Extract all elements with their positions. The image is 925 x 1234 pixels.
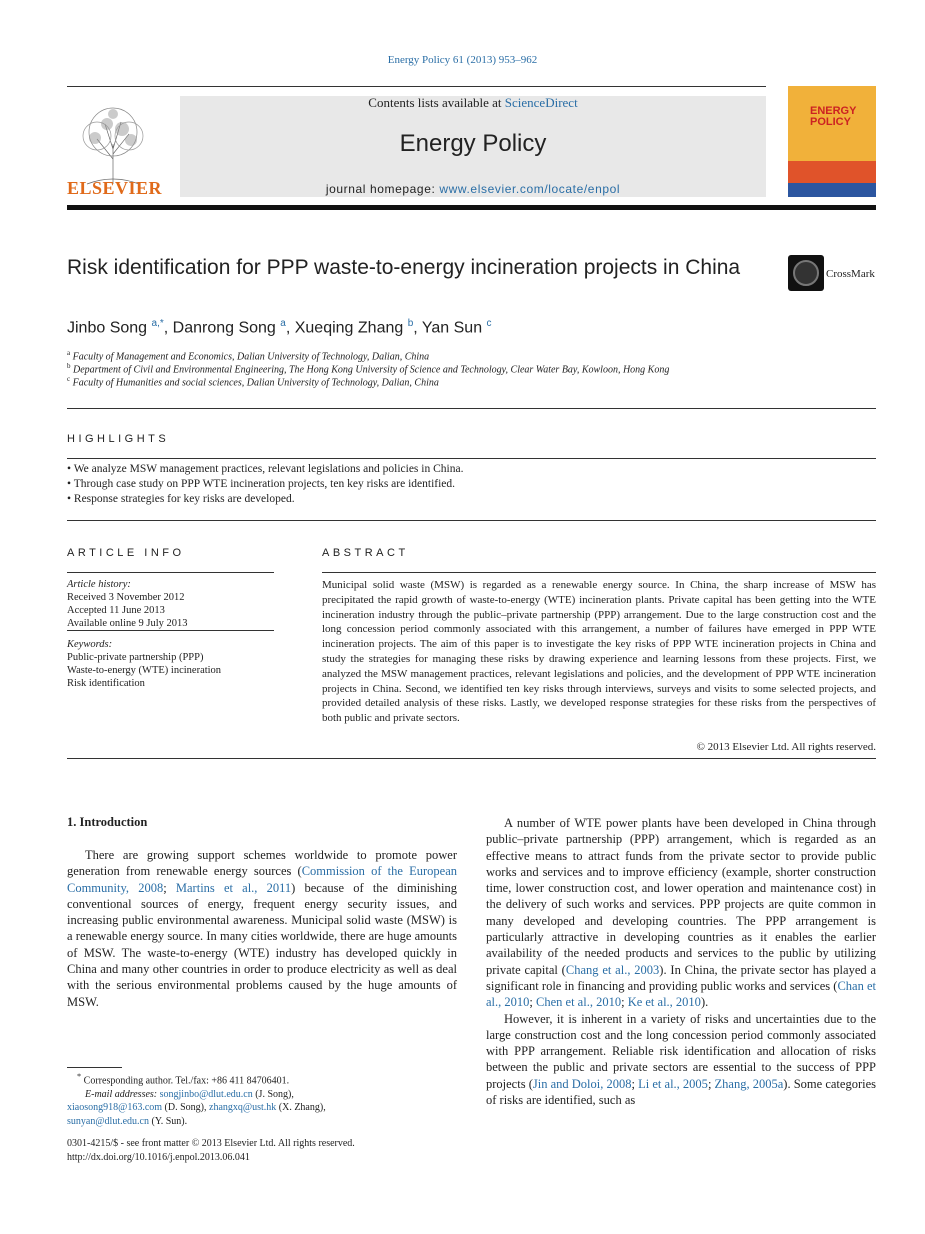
highlights-list [67, 462, 463, 507]
footnote-rule [67, 1067, 122, 1068]
divider [67, 520, 876, 521]
divider [67, 458, 876, 459]
contents-prefix: Contents lists available at [368, 95, 505, 110]
body-column-left [67, 847, 457, 1010]
divider [67, 408, 876, 409]
affiliation: $^c$ Faculty of Humanities and social sciences, Dalian University of Technology, Dalian, China [67, 375, 439, 389]
citation-link[interactable]: Jin and Doloi, 2008 [532, 1076, 632, 1091]
author-name: Danrong Song [172, 319, 276, 337]
homepage-prefix: journal homepage: [325, 182, 440, 196]
divider [67, 758, 876, 759]
email-line: xiaosong918@163.com (D. Song), zhangxq@ust.hk (X. Zhang), [67, 1102, 326, 1114]
author-affiliation-marker[interactable]: a [280, 318, 286, 329]
highlight-item: • Through case study on PPP WTE incineration projects, ten key risks are identified. [67, 478, 456, 490]
doi-link[interactable]: http://dx.doi.org/10.1016/j.enpol.2013.06.041 [67, 1151, 250, 1163]
author-list: Jinbo Song $^{a,*}$, Danrong Song $^a$, Xueqing Zhang $^b$, Yan Sun $^c$ [67, 318, 492, 337]
journal-name: Energy Policy [399, 130, 547, 157]
keywords-label: Keywords: [67, 639, 113, 650]
sciencedirect-link[interactable]: ScienceDirect [504, 95, 578, 110]
online-date: Available online 9 July 2013 [67, 618, 188, 629]
highlight-item: • Response strategies for key risks are developed. [67, 493, 295, 505]
email-line: sunyan@dlut.edu.cn (Y. Sun). [67, 1115, 188, 1127]
abstract-heading: ABSTRACT [322, 547, 409, 559]
header-rule [67, 86, 766, 87]
email-link[interactable]: xiaosong918@163.com [67, 1102, 163, 1114]
divider [322, 572, 876, 573]
divider [67, 630, 274, 631]
citation-link[interactable]: Chan et al., 2010 [486, 978, 876, 1010]
author-affiliation-marker[interactable]: c [486, 318, 492, 329]
citation-link[interactable]: Zhang, 2005a [714, 1076, 784, 1091]
received-date: Received 3 November 2012 [67, 592, 185, 603]
citation-link[interactable]: Li et al., 2005 [638, 1076, 708, 1091]
email-link[interactable]: sunyan@dlut.edu.cn [67, 1115, 149, 1127]
article-history-label: Article history: [67, 579, 131, 590]
keyword: Public-private partnership (PPP) [67, 652, 204, 663]
citation-link[interactable]: Chen et al., 2010 [536, 995, 622, 1010]
email-link[interactable]: songjinbo@dlut.edu.cn [159, 1088, 253, 1100]
journal-homepage [180, 182, 766, 196]
contents-line [180, 95, 766, 111]
corresponding-author-note: * Corresponding author. Tel./fax: +86 411 84706401. [77, 1072, 290, 1087]
front-matter-info [67, 1137, 355, 1164]
paragraph: However, it is inherent in a variety of risks and uncertainties due to the large construction cost and the long concession period commonly associated with PPP arrangement. Reliable risk identification and allocation of risks between the public and private sectors are essential to the success of PPP projects (Jin and Doloi, 2008; Li et al., 2005; Zhang, 2005a). Some categories of risks are identified, such as [486, 1011, 876, 1108]
keyword: Waste-to-energy (WTE) incineration [67, 665, 222, 676]
highlights-heading: HIGHLIGHTS [67, 433, 170, 445]
keyword: Risk identification [67, 678, 145, 689]
author-name: Yan Sun [421, 319, 483, 337]
footnote [67, 1070, 457, 1128]
section-heading: 1. Introduction [67, 815, 148, 829]
author-affiliation-marker[interactable]: a,* [151, 318, 164, 329]
cover-band [788, 161, 876, 183]
header-thick-rule [67, 205, 876, 210]
issn-line: 0301-4215/$ - see front matter © 2013 Elsevier Ltd. All rights reserved. [67, 1138, 355, 1149]
affiliation: $^b$ Department of Civil and Environmental Engineering, The Hong Kong University of Science and Technology, Clear Water Bay, Kowloon, Hong Kong [67, 362, 670, 376]
affiliation: $^a$ Faculty of Management and Economics, Dalian University of Technology, Dalian, China [67, 349, 430, 363]
paragraph: There are growing support schemes worldwide to promote power generation from renewable energy sources (Commission of the European Community, 2008; Martins et al., 2011) because of the diminishing conventional sources of energy, frequent energy security issues, and increasing public environmental awareness. Municipal solid waste (MSW) is a renewable energy source. In many cities worldwide, there are huge amounts of MSW. The waste-to-energy (WTE) industry has developed quickly in China and many other countries in order to produce electricity as well as deal with the serious environmental problems caused by the huge amounts of MSW. [67, 848, 458, 1009]
journal-citation[interactable]: Energy Policy 61 (2013) 953–962 [387, 54, 538, 66]
article-title: Risk identification for PPP waste-to-energy incineration projects in China [67, 256, 741, 279]
cover-title: ENERGY POLICY [810, 105, 857, 128]
citation-link[interactable]: Commission of the European Community, 2008 [67, 864, 457, 895]
journal-cover-thumbnail[interactable] [788, 86, 876, 197]
homepage-link[interactable]: www.elsevier.com/locate/enpol [439, 182, 621, 196]
paragraph: A number of WTE power plants have been developed in China through public–private partnership (PPP) arrangement, which is regarded as an effective means to attract funds from the private sector to provide public works and services and to improve efficiency (example, shorter construction time, lower construction cost, and lower operation and maintenance cost) in the delivery of such works and services. PPP projects are quite common in many developed and developing countries. The PPP arrangement is particularly attractive in developing countries as it enables the earlier availability of the needed products and services to the public by utilizing private capital (Chang et al., 2003). In China, the private sector has played a significant role in financing and providing public works and services (Chan et al., 2010; Chen et al., 2010; Ke et al., 2010). [486, 816, 876, 1010]
abstract-copyright: © 2013 Elsevier Ltd. All rights reserved. [696, 741, 876, 753]
citation-link[interactable]: Ke et al., 2010 [627, 995, 701, 1010]
abstract-text: Municipal solid waste (MSW) is regarded as a renewable energy source. In China, the sharp increase of MSW has precipitated the rapid growth of waste-to-energy (WTE) incineration plants. Private capital has been getting into the WTE incineration industry through the public–private partnership (PPP) arrangement. Due to the large construction cost and the long concession period commonly associated with this arrangement, a number of failures have emerged in PPP WTE incineration projects. The aim of this paper is to investigate the key risks of PPP WTE incineration projects in China and study the strategies for managing these risks by drawing experience and learning lessons from these projects. First, we analyzed the MSW management practices, relevant legislations and policies, and the development of PPP WTE incineration projects in China. Second, we identified ten key risks through interviews, surveys and visits to some selected projects, and provided detailed analysis of these risks. Lastly, we developed response strategies for these risks from the perspectives of both public and private sectors. [322, 579, 876, 725]
author-name: Jinbo Song [67, 319, 148, 337]
divider [67, 572, 274, 573]
email-link[interactable]: zhangxq@ust.hk [209, 1102, 277, 1114]
email-line: E-mail addresses: songjinbo@dlut.edu.cn (J. Song), [85, 1088, 294, 1100]
body-column-right [486, 815, 876, 1108]
article-info-heading: ARTICLE INFO [67, 547, 185, 559]
article-history [67, 578, 274, 630]
citation-link[interactable]: Martins et al., 2011 [175, 880, 292, 895]
elsevier-wordmark: ELSEVIER [67, 178, 163, 198]
highlight-item: • We analyze MSW management practices, relevant legislations and policies in China. [67, 463, 464, 475]
keywords [67, 638, 274, 690]
accepted-date: Accepted 11 June 2013 [67, 605, 165, 616]
cover-band [788, 183, 876, 197]
citation-link[interactable]: Chang et al., 2003 [565, 962, 660, 977]
author-name: Xueqing Zhang [294, 319, 404, 337]
crossmark-icon[interactable] [788, 255, 824, 291]
author-affiliation-marker[interactable]: b [407, 318, 414, 329]
crossmark-label[interactable]: CrossMark [826, 268, 875, 280]
